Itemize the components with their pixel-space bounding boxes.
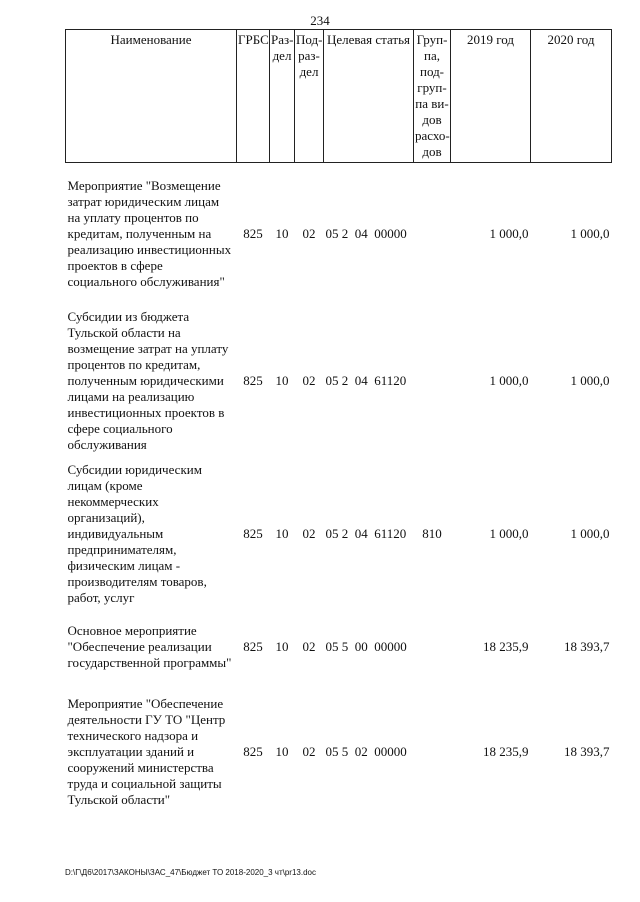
row-name: Мероприятие "Возмещение затрат юридическим лицам на уплату процентов по кредитам, полученным на реализацию инвестиционных проектов в сфере социального обслуживания" (67, 177, 232, 289)
row-2019: 1 000,0 (489, 372, 529, 388)
row-razdel: 10 (275, 225, 289, 241)
table-row (66, 163, 612, 305)
table-header-row (66, 30, 612, 163)
row-2020: 1 000,0 (570, 372, 610, 388)
row-razdel: 10 (275, 638, 289, 654)
row-name: Мероприятие "Обеспечение деятельности ГУ ТО "Центр технического надзора и эксплуатации зданий и сооружений министерства труда и социальной защиты Тульской области" (67, 695, 226, 807)
target-event: 00 (354, 638, 368, 654)
header-razdel: Раз-дел (270, 30, 295, 163)
row-name: Субсидии из бюджета Тульской области на возмещение затрат на уплату процентов по кредитам, полученным юридическими лицами на реализацию инвестиционных проектов в сфере социального обслуживания (67, 308, 229, 452)
row-expense-group (414, 163, 451, 305)
header-2020: 2020 год (531, 30, 612, 163)
header-name: Наименование (66, 30, 237, 163)
row-name: Основное мероприятие "Обеспечение реализации государственной программы" (67, 622, 232, 670)
row-2020: 1 000,0 (570, 225, 610, 241)
header-podrazdel: Под-раз-дел (295, 30, 324, 163)
target-subprogram: 5 (341, 638, 349, 654)
row-target-article (324, 682, 414, 822)
target-program: 05 (325, 638, 339, 654)
row-razdel: 10 (275, 743, 289, 759)
target-event: 04 (354, 526, 368, 541)
footer-file-path: D:\Г\Д6\2017\ЗАКОНЫ\ЗАС_47\Бюджет ТО 2018-2020_3 чт\pr13.doc (65, 868, 316, 877)
target-event: 04 (354, 225, 368, 241)
row-2020: 1 000,0 (570, 526, 610, 541)
row-grbs: 825 (243, 638, 263, 654)
target-program: 05 (325, 225, 339, 241)
row-grbs: 825 (243, 372, 263, 388)
target-program: 05 (325, 743, 339, 759)
row-target-article (324, 305, 414, 457)
row-grbs: 825 (243, 225, 263, 241)
target-subprogram: 2 (341, 372, 349, 388)
row-razdel: 10 (275, 526, 289, 541)
header-grbs: ГРБС (237, 30, 270, 163)
target-direction: 61120 (374, 372, 407, 388)
target-direction: 61120 (374, 526, 407, 541)
table-row (66, 682, 612, 822)
target-subprogram: 2 (341, 225, 349, 241)
target-subprogram: 5 (341, 743, 349, 759)
target-event: 02 (354, 743, 368, 759)
row-expense-group (414, 682, 451, 822)
row-target-article (324, 457, 414, 612)
row-expense-group (414, 612, 451, 682)
target-direction: 00000 (374, 743, 407, 759)
header-2019: 2019 год (451, 30, 531, 163)
row-podrazdel: 02 (302, 372, 316, 388)
target-program: 05 (325, 526, 339, 541)
row-podrazdel: 02 (302, 743, 316, 759)
target-direction: 00000 (374, 638, 407, 654)
target-event: 04 (354, 372, 368, 388)
row-2019: 1 000,0 (489, 526, 529, 541)
target-program: 05 (325, 372, 339, 388)
row-2020: 18 393,7 (564, 638, 610, 654)
row-grbs: 825 (243, 526, 263, 541)
table-row (66, 457, 612, 612)
table-row (66, 305, 612, 457)
row-expense-group (414, 305, 451, 457)
target-subprogram: 2 (341, 526, 349, 541)
row-2020: 18 393,7 (564, 743, 610, 759)
row-target-article (324, 163, 414, 305)
table-row (66, 612, 612, 682)
row-name: Субсидии юридическим лицам (кроме некоммерческих организаций), индивидуальным предпринимателям, физическим лицам - производителям товаров, работ, услуг (67, 462, 207, 605)
row-podrazdel: 02 (302, 526, 316, 541)
row-grbs: 825 (243, 743, 263, 759)
row-expense-group: 810 (422, 526, 442, 541)
target-direction: 00000 (374, 225, 407, 241)
header-expense-group: Груп-па, под-груп-па ви-дов расхо-дов (414, 30, 451, 163)
page-number: 234 (310, 13, 330, 28)
row-podrazdel: 02 (302, 225, 316, 241)
row-target-article (324, 612, 414, 682)
budget-table (65, 29, 612, 822)
row-2019: 18 235,9 (483, 638, 529, 654)
row-razdel: 10 (275, 372, 289, 388)
header-target-article: Целевая статья (324, 30, 414, 163)
row-podrazdel: 02 (302, 638, 316, 654)
row-2019: 1 000,0 (489, 225, 529, 241)
row-2019: 18 235,9 (483, 743, 529, 759)
